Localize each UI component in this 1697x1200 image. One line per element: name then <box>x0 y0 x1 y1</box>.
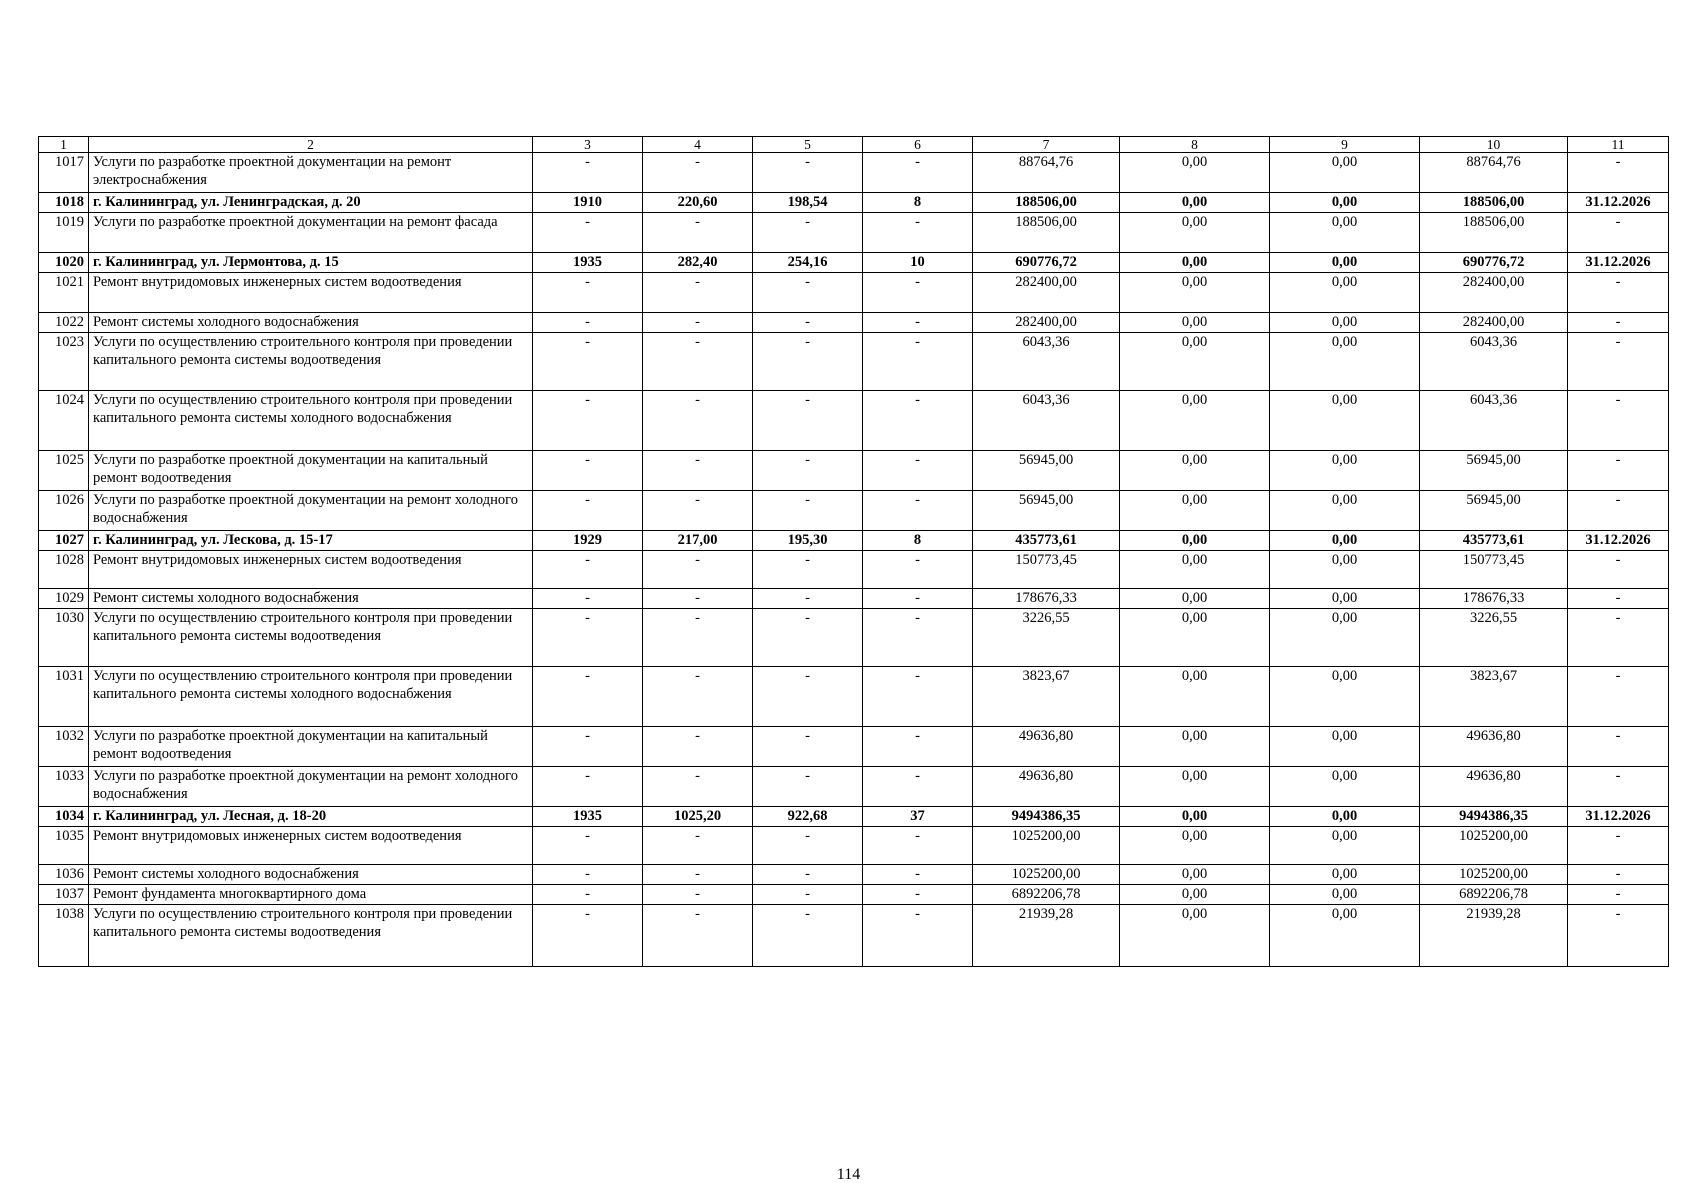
item-name-cell: Услуги по осуществлению строительного контроля при проведении капитального ремонта системы холодного водоснабжения <box>89 667 533 727</box>
col11-cell: - <box>1568 865 1669 885</box>
col8-cell: 0,00 <box>1120 253 1270 273</box>
col10-cell: 435773,61 <box>1420 531 1568 551</box>
col11-cell: - <box>1568 727 1669 767</box>
col7-cell: 150773,45 <box>973 551 1120 589</box>
col9-cell: 0,00 <box>1270 213 1420 253</box>
col11-cell: - <box>1568 609 1669 667</box>
col3-cell: 1929 <box>533 531 643 551</box>
col6-cell: - <box>863 491 973 531</box>
col5-cell: - <box>753 905 863 967</box>
col4-cell: - <box>643 491 753 531</box>
col5-cell: - <box>753 827 863 865</box>
col4-cell: - <box>643 333 753 391</box>
row-number-cell: 1025 <box>39 451 89 491</box>
col3-cell: - <box>533 213 643 253</box>
item-name-cell: Ремонт фундамента многоквартирного дома <box>89 885 533 905</box>
table-body <box>39 137 1669 967</box>
item-name-cell: г. Калининград, ул. Лермонтова, д. 15 <box>89 253 533 273</box>
col7-cell: 56945,00 <box>973 451 1120 491</box>
col9-cell: 0,00 <box>1270 827 1420 865</box>
col5-cell: 195,30 <box>753 531 863 551</box>
item-name-cell: Услуги по осуществлению строительного контроля при проведении капитального ремонта системы холодного водоснабжения <box>89 391 533 451</box>
table-row <box>39 273 1669 313</box>
col10-cell: 6043,36 <box>1420 391 1568 451</box>
col3-cell: - <box>533 551 643 589</box>
column-number-cell: 1 <box>39 137 89 153</box>
table-row <box>39 885 1669 905</box>
col8-cell: 0,00 <box>1120 193 1270 213</box>
col5-cell: - <box>753 313 863 333</box>
col8-cell: 0,00 <box>1120 589 1270 609</box>
col7-cell: 3226,55 <box>973 609 1120 667</box>
col3-cell: 1935 <box>533 807 643 827</box>
col10-cell: 178676,33 <box>1420 589 1568 609</box>
col8-cell: 0,00 <box>1120 213 1270 253</box>
col10-cell: 88764,76 <box>1420 153 1568 193</box>
col6-cell: - <box>863 727 973 767</box>
col7-cell: 49636,80 <box>973 727 1120 767</box>
table-row <box>39 451 1669 491</box>
col10-cell: 9494386,35 <box>1420 807 1568 827</box>
row-number-cell: 1037 <box>39 885 89 905</box>
col4-cell: - <box>643 589 753 609</box>
col9-cell: 0,00 <box>1270 905 1420 967</box>
column-number-cell: 2 <box>89 137 533 153</box>
col11-cell: - <box>1568 451 1669 491</box>
column-number-cell: 7 <box>973 137 1120 153</box>
col4-cell: - <box>643 885 753 905</box>
col8-cell: 0,00 <box>1120 333 1270 391</box>
col6-cell: - <box>863 827 973 865</box>
col9-cell: 0,00 <box>1270 885 1420 905</box>
col6-cell: - <box>863 273 973 313</box>
item-name-cell: Услуги по разработке проектной документации на ремонт фасада <box>89 213 533 253</box>
address-row <box>39 531 1669 551</box>
col6-cell: - <box>863 609 973 667</box>
col3-cell: - <box>533 451 643 491</box>
col3-cell: - <box>533 609 643 667</box>
col10-cell: 1025200,00 <box>1420 865 1568 885</box>
col6-cell: - <box>863 213 973 253</box>
col8-cell: 0,00 <box>1120 551 1270 589</box>
col4-cell: 220,60 <box>643 193 753 213</box>
table-row <box>39 589 1669 609</box>
col9-cell: 0,00 <box>1270 253 1420 273</box>
col8-cell: 0,00 <box>1120 885 1270 905</box>
col9-cell: 0,00 <box>1270 491 1420 531</box>
row-number-cell: 1033 <box>39 767 89 807</box>
col10-cell: 49636,80 <box>1420 767 1568 807</box>
row-number-cell: 1022 <box>39 313 89 333</box>
col11-cell: - <box>1568 273 1669 313</box>
col5-cell: 922,68 <box>753 807 863 827</box>
col7-cell: 690776,72 <box>973 253 1120 273</box>
col11-cell: - <box>1568 827 1669 865</box>
address-row <box>39 807 1669 827</box>
item-name-cell: Услуги по осуществлению строительного контроля при проведении капитального ремонта системы водоотведения <box>89 905 533 967</box>
col8-cell: 0,00 <box>1120 391 1270 451</box>
col8-cell: 0,00 <box>1120 491 1270 531</box>
column-number-cell: 6 <box>863 137 973 153</box>
col5-cell: - <box>753 391 863 451</box>
col5-cell: - <box>753 551 863 589</box>
col10-cell: 150773,45 <box>1420 551 1568 589</box>
row-number-cell: 1028 <box>39 551 89 589</box>
col7-cell: 188506,00 <box>973 193 1120 213</box>
col3-cell: 1935 <box>533 253 643 273</box>
column-number-cell: 8 <box>1120 137 1270 153</box>
col3-cell: - <box>533 905 643 967</box>
col6-cell: - <box>863 391 973 451</box>
col3-cell: - <box>533 391 643 451</box>
table-row <box>39 827 1669 865</box>
col10-cell: 282400,00 <box>1420 313 1568 333</box>
col8-cell: 0,00 <box>1120 667 1270 727</box>
col7-cell: 282400,00 <box>973 273 1120 313</box>
item-name-cell: Услуги по разработке проектной документации на ремонт холодного водоснабжения <box>89 491 533 531</box>
column-number-cell: 11 <box>1568 137 1669 153</box>
row-number-cell: 1038 <box>39 905 89 967</box>
item-name-cell: Ремонт внутридомовых инженерных систем водоотведения <box>89 551 533 589</box>
col8-cell: 0,00 <box>1120 727 1270 767</box>
item-name-cell: г. Калининград, ул. Ленинградская, д. 20 <box>89 193 533 213</box>
address-row <box>39 253 1669 273</box>
col9-cell: 0,00 <box>1270 551 1420 589</box>
column-number-cell: 3 <box>533 137 643 153</box>
col11-cell: - <box>1568 767 1669 807</box>
column-number-cell: 9 <box>1270 137 1420 153</box>
col5-cell: - <box>753 865 863 885</box>
col7-cell: 6043,36 <box>973 391 1120 451</box>
col10-cell: 1025200,00 <box>1420 827 1568 865</box>
col7-cell: 21939,28 <box>973 905 1120 967</box>
col9-cell: 0,00 <box>1270 313 1420 333</box>
col8-cell: 0,00 <box>1120 905 1270 967</box>
col10-cell: 690776,72 <box>1420 253 1568 273</box>
col4-cell: - <box>643 727 753 767</box>
col9-cell: 0,00 <box>1270 273 1420 313</box>
col5-cell: - <box>753 213 863 253</box>
row-number-cell: 1032 <box>39 727 89 767</box>
col4-cell: - <box>643 767 753 807</box>
col9-cell: 0,00 <box>1270 865 1420 885</box>
col9-cell: 0,00 <box>1270 451 1420 491</box>
col10-cell: 56945,00 <box>1420 451 1568 491</box>
col4-cell: - <box>643 865 753 885</box>
col4-cell: - <box>643 905 753 967</box>
col9-cell: 0,00 <box>1270 193 1420 213</box>
col11-cell: 31.12.2026 <box>1568 253 1669 273</box>
col3-cell: - <box>533 865 643 885</box>
row-number-cell: 1035 <box>39 827 89 865</box>
col11-cell: - <box>1568 391 1669 451</box>
col7-cell: 88764,76 <box>973 153 1120 193</box>
row-number-cell: 1024 <box>39 391 89 451</box>
col5-cell: - <box>753 333 863 391</box>
row-number-cell: 1027 <box>39 531 89 551</box>
table-row <box>39 905 1669 967</box>
col6-cell: 8 <box>863 193 973 213</box>
col3-cell: - <box>533 667 643 727</box>
col4-cell: - <box>643 391 753 451</box>
item-name-cell: Услуги по осуществлению строительного контроля при проведении капитального ремонта системы водоотведения <box>89 609 533 667</box>
col10-cell: 188506,00 <box>1420 193 1568 213</box>
col4-cell: - <box>643 551 753 589</box>
col4-cell: - <box>643 609 753 667</box>
col7-cell: 56945,00 <box>973 491 1120 531</box>
item-name-cell: Услуги по разработке проектной документации на капитальный ремонт водоотведения <box>89 727 533 767</box>
col7-cell: 6892206,78 <box>973 885 1120 905</box>
col6-cell: - <box>863 865 973 885</box>
col7-cell: 178676,33 <box>973 589 1120 609</box>
col7-cell: 49636,80 <box>973 767 1120 807</box>
row-number-cell: 1030 <box>39 609 89 667</box>
col10-cell: 49636,80 <box>1420 727 1568 767</box>
row-number-cell: 1019 <box>39 213 89 253</box>
col10-cell: 3823,67 <box>1420 667 1568 727</box>
col3-cell: - <box>533 273 643 313</box>
col3-cell: - <box>533 827 643 865</box>
col11-cell: - <box>1568 213 1669 253</box>
column-number-row <box>39 137 1669 153</box>
col4-cell: - <box>643 827 753 865</box>
col4-cell: - <box>643 153 753 193</box>
data-table <box>38 136 1669 967</box>
col9-cell: 0,00 <box>1270 609 1420 667</box>
item-name-cell: г. Калининград, ул. Лескова, д. 15-17 <box>89 531 533 551</box>
col6-cell: - <box>863 153 973 193</box>
col11-cell: - <box>1568 153 1669 193</box>
col9-cell: 0,00 <box>1270 333 1420 391</box>
col6-cell: - <box>863 905 973 967</box>
row-number-cell: 1036 <box>39 865 89 885</box>
item-name-cell: Услуги по разработке проектной документации на ремонт холодного водоснабжения <box>89 767 533 807</box>
col5-cell: - <box>753 727 863 767</box>
col10-cell: 282400,00 <box>1420 273 1568 313</box>
col5-cell: 198,54 <box>753 193 863 213</box>
col11-cell: - <box>1568 313 1669 333</box>
row-number-cell: 1029 <box>39 589 89 609</box>
table-row <box>39 727 1669 767</box>
table-row <box>39 865 1669 885</box>
col5-cell: - <box>753 609 863 667</box>
col6-cell: - <box>863 767 973 807</box>
col9-cell: 0,00 <box>1270 767 1420 807</box>
col8-cell: 0,00 <box>1120 273 1270 313</box>
table-row <box>39 667 1669 727</box>
col3-cell: - <box>533 313 643 333</box>
col11-cell: - <box>1568 333 1669 391</box>
col6-cell: - <box>863 451 973 491</box>
col11-cell: 31.12.2026 <box>1568 531 1669 551</box>
col9-cell: 0,00 <box>1270 589 1420 609</box>
col6-cell: - <box>863 885 973 905</box>
col11-cell: - <box>1568 491 1669 531</box>
col5-cell: - <box>753 667 863 727</box>
item-name-cell: Услуги по осуществлению строительного контроля при проведении капитального ремонта системы водоотведения <box>89 333 533 391</box>
col8-cell: 0,00 <box>1120 827 1270 865</box>
col3-cell: - <box>533 727 643 767</box>
column-number-cell: 5 <box>753 137 863 153</box>
item-name-cell: г. Калининград, ул. Лесная, д. 18-20 <box>89 807 533 827</box>
table-row <box>39 213 1669 253</box>
col4-cell: 217,00 <box>643 531 753 551</box>
page-number: 114 <box>836 1166 861 1183</box>
col10-cell: 3226,55 <box>1420 609 1568 667</box>
col10-cell: 6043,36 <box>1420 333 1568 391</box>
col9-cell: 0,00 <box>1270 807 1420 827</box>
col11-cell: - <box>1568 667 1669 727</box>
col3-cell: 1910 <box>533 193 643 213</box>
item-name-cell: Ремонт внутридомовых инженерных систем водоотведения <box>89 827 533 865</box>
col6-cell: 8 <box>863 531 973 551</box>
col5-cell: - <box>753 451 863 491</box>
col9-cell: 0,00 <box>1270 391 1420 451</box>
row-number-cell: 1018 <box>39 193 89 213</box>
col10-cell: 21939,28 <box>1420 905 1568 967</box>
table-row <box>39 491 1669 531</box>
col5-cell: - <box>753 767 863 807</box>
table-row <box>39 313 1669 333</box>
col7-cell: 1025200,00 <box>973 865 1120 885</box>
col5-cell: - <box>753 885 863 905</box>
col8-cell: 0,00 <box>1120 451 1270 491</box>
col6-cell: 10 <box>863 253 973 273</box>
col8-cell: 0,00 <box>1120 767 1270 807</box>
col7-cell: 1025200,00 <box>973 827 1120 865</box>
col4-cell: 282,40 <box>643 253 753 273</box>
col6-cell: - <box>863 313 973 333</box>
column-number-cell: 4 <box>643 137 753 153</box>
item-name-cell: Услуги по разработке проектной документации на капитальный ремонт водоотведения <box>89 451 533 491</box>
table-row <box>39 153 1669 193</box>
col8-cell: 0,00 <box>1120 865 1270 885</box>
col3-cell: - <box>533 153 643 193</box>
item-name-cell: Ремонт системы холодного водоснабжения <box>89 313 533 333</box>
row-number-cell: 1021 <box>39 273 89 313</box>
col3-cell: - <box>533 491 643 531</box>
col4-cell: - <box>643 313 753 333</box>
item-name-cell: Ремонт системы холодного водоснабжения <box>89 865 533 885</box>
col5-cell: - <box>753 491 863 531</box>
col9-cell: 0,00 <box>1270 667 1420 727</box>
table-row <box>39 767 1669 807</box>
col9-cell: 0,00 <box>1270 531 1420 551</box>
col8-cell: 0,00 <box>1120 807 1270 827</box>
col3-cell: - <box>533 767 643 807</box>
col10-cell: 56945,00 <box>1420 491 1568 531</box>
col10-cell: 6892206,78 <box>1420 885 1568 905</box>
item-name-cell: Ремонт системы холодного водоснабжения <box>89 589 533 609</box>
col7-cell: 6043,36 <box>973 333 1120 391</box>
col4-cell: - <box>643 451 753 491</box>
col4-cell: - <box>643 213 753 253</box>
col8-cell: 0,00 <box>1120 609 1270 667</box>
address-row <box>39 193 1669 213</box>
row-number-cell: 1017 <box>39 153 89 193</box>
col11-cell: 31.12.2026 <box>1568 193 1669 213</box>
col3-cell: - <box>533 885 643 905</box>
col5-cell: - <box>753 153 863 193</box>
table-row <box>39 333 1669 391</box>
col6-cell: - <box>863 551 973 589</box>
col7-cell: 282400,00 <box>973 313 1120 333</box>
col6-cell: - <box>863 589 973 609</box>
col4-cell: - <box>643 273 753 313</box>
item-name-cell: Услуги по разработке проектной документации на ремонт электроснабжения <box>89 153 533 193</box>
col8-cell: 0,00 <box>1120 531 1270 551</box>
table-row <box>39 551 1669 589</box>
col8-cell: 0,00 <box>1120 313 1270 333</box>
col9-cell: 0,00 <box>1270 727 1420 767</box>
col3-cell: - <box>533 333 643 391</box>
col6-cell: - <box>863 333 973 391</box>
col11-cell: - <box>1568 589 1669 609</box>
column-number-cell: 10 <box>1420 137 1568 153</box>
col7-cell: 435773,61 <box>973 531 1120 551</box>
col8-cell: 0,00 <box>1120 153 1270 193</box>
col5-cell: - <box>753 273 863 313</box>
col4-cell: 1025,20 <box>643 807 753 827</box>
col6-cell: 37 <box>863 807 973 827</box>
row-number-cell: 1020 <box>39 253 89 273</box>
row-number-cell: 1031 <box>39 667 89 727</box>
col11-cell: 31.12.2026 <box>1568 807 1669 827</box>
col10-cell: 188506,00 <box>1420 213 1568 253</box>
col9-cell: 0,00 <box>1270 153 1420 193</box>
table-row <box>39 391 1669 451</box>
col11-cell: - <box>1568 905 1669 967</box>
col6-cell: - <box>863 667 973 727</box>
col4-cell: - <box>643 667 753 727</box>
col3-cell: - <box>533 589 643 609</box>
col7-cell: 9494386,35 <box>973 807 1120 827</box>
row-number-cell: 1023 <box>39 333 89 391</box>
table-row <box>39 609 1669 667</box>
row-number-cell: 1026 <box>39 491 89 531</box>
row-number-cell: 1034 <box>39 807 89 827</box>
item-name-cell: Ремонт внутридомовых инженерных систем водоотведения <box>89 273 533 313</box>
col11-cell: - <box>1568 551 1669 589</box>
col7-cell: 3823,67 <box>973 667 1120 727</box>
col7-cell: 188506,00 <box>973 213 1120 253</box>
col5-cell: - <box>753 589 863 609</box>
col11-cell: - <box>1568 885 1669 905</box>
col5-cell: 254,16 <box>753 253 863 273</box>
